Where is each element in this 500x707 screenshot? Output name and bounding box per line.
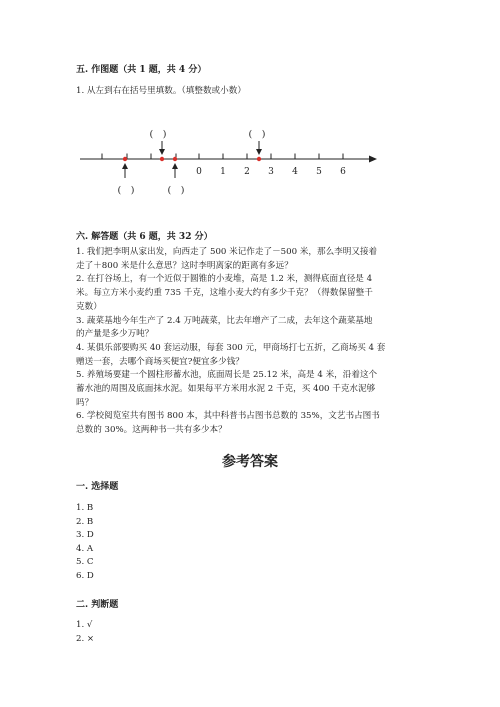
number-line-brackets (118, 129, 266, 196)
problem-line: 5. 养殖场要建一个圆柱形蓄水池，底面周长是 25.12 米，高是 4 米，沿着这个 (76, 370, 378, 381)
problem-line: 1. 我们把李明从家出发，向西走了 500 米记作走了－500 米，那么李明又接着 (76, 247, 378, 257)
section-5-title: 五. 作图题（共 1 题，共 4 分） (76, 65, 207, 75)
point-marker (257, 157, 261, 161)
problem-line: 走了＋800 米是什么意思？这时李明离家的距离有多远？ (76, 260, 293, 271)
tick-label: 3 (268, 167, 274, 177)
arrow-up-icon (172, 163, 178, 169)
arrow-up-icon (122, 163, 128, 169)
answer-item: 2. × (76, 633, 95, 644)
section-6-title: 六. 解答题（共 6 题，共 32 分） (76, 232, 213, 242)
answer-bracket: ( ) (149, 129, 167, 140)
problem-line: 赠送一套，去哪个商场买便宜?便宜多少钱？ (76, 356, 244, 367)
section-5-question: 1. 从左到右在括号里填数。（填整数或小数） (76, 86, 246, 96)
number-line-tick-labels (196, 167, 346, 177)
problem-line: 吗？ (76, 397, 94, 408)
part-1-title: 一. 选择题 (76, 482, 119, 492)
point-marker (123, 157, 127, 161)
answer-item: 4. A (76, 543, 94, 554)
answer-item: 3. D (76, 530, 94, 541)
answer-bracket: ( ) (117, 185, 135, 196)
tick-label: 2 (244, 167, 250, 177)
problem-line: 3. 蔬菜基地今年生产了 2.4 万吨蔬菜，比去年增产了二成，去年这个蔬菜基地 (76, 315, 373, 326)
problem-line: 总数的 30%。这两种书一共有多少本？ (76, 425, 227, 436)
number-line-figure (0, 0, 500, 210)
problem-line: 的产量是多少万吨？ (76, 329, 154, 340)
arrow-down-icon (256, 149, 262, 155)
part-2-title: 二. 判断题 (76, 600, 119, 610)
problem-line: 克数） (76, 301, 102, 312)
problem-line: 米。每立方米小麦约重 735 千克，这堆小麦大约有多少千克？（得数保留整千 (76, 288, 373, 299)
section-6-problems (76, 246, 436, 438)
tick-label: 0 (196, 167, 202, 177)
tick-label: 6 (340, 167, 346, 177)
answer-item: 1. B (76, 503, 94, 513)
point-marker (160, 157, 164, 161)
number-line-ticks (102, 154, 343, 160)
answer-item: 5. C (76, 557, 94, 568)
answer-item: 1. √ (76, 620, 93, 630)
part-2-answers (76, 619, 94, 646)
answer-bracket: ( ) (167, 185, 185, 196)
point-marker (173, 157, 177, 161)
arrow-down-icon (159, 149, 165, 155)
problem-line: 6. 学校阅览室共有图书 800 本，其中科普书占图书总数的 35%，文艺书占图书 (76, 411, 380, 422)
answer-bracket: ( ) (248, 129, 266, 140)
problem-line: 蓄水池的周围及底面抹水泥。如果每平方米用水泥 2 千克，买 400 千克水泥够 (76, 384, 376, 395)
problem-line: 4. 某俱乐部要购买 40 套运动服，每套 300 元，甲商场打七五折，乙商场买 4 套 (76, 342, 386, 353)
tick-label: 5 (316, 167, 322, 177)
answer-key-title: 参考答案 (222, 454, 278, 470)
answer-item: 2. B (76, 516, 94, 527)
problem-line: 2. 在打谷场上，有一个近似于圆锥的小麦堆，高是 1.2 米，测得底面直径是 4 (76, 274, 373, 285)
part-1-answers (76, 502, 94, 584)
tick-label: 4 (292, 167, 298, 177)
tick-label: 1 (220, 167, 226, 177)
answer-item: 6. D (76, 570, 94, 581)
